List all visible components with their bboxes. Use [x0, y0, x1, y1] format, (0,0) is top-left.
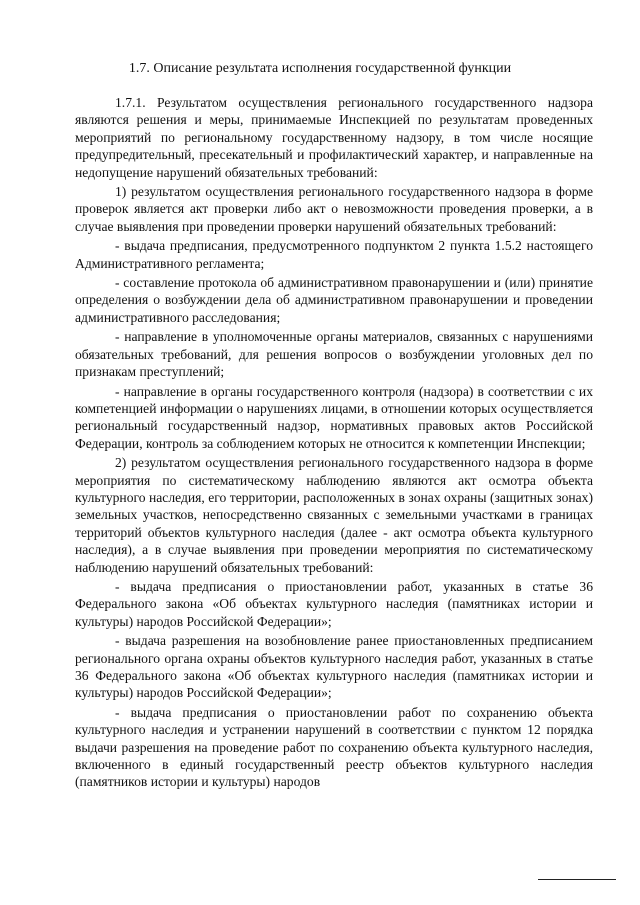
bullet-materials: - направление в уполномоченные органы материалов, связанных с нарушениями обязательных требований, для решения вопросов о возбуждении уголовных дел по признакам преступлений;: [75, 329, 593, 380]
footer-rule: [538, 879, 616, 880]
paragraph-item-2: 2) результатом осуществления регионального государственного надзора в форме мероприятия по систематическому наблюдению являются акт осмотра объекта культурного наследия, его территории, расположенных в зонах охраны (защитных зонах) земельных участков, непосредственно связанных с земельными участками в границах территорий объектов культурного наследия (далее - акт осмотра объекта культурного наследия), а в случае выявления при проведении мероприятия по систематическому наблюдению нарушений обязательных требований:: [75, 455, 593, 575]
section-heading: 1.7. Описание результата исполнения государственной функции: [128, 61, 512, 76]
paragraph-item-1: 1) результатом осуществления регионального государственного надзора в форме проверок является акт проверки либо акт о невозможности проведения проверки, а в случае выявления при проведении проверки нарушений обязательных требований:: [75, 184, 593, 234]
bullet-protocol: - составление протокола об административном правонарушении и (или) принятие определения о возбуждении дела об административном правонарушении и проведении административного расследования;: [75, 275, 593, 325]
bullet-suspension-preservation: - выдача предписания о приостановлении работ по сохранению объекта культурного наследия и устранении нарушений в соответствии с пунктом 12 порядка выдачи разрешения на проведение работ по сохранению объекта культурного наследия, включенного в единый государственный реестр объектов культурного наследия (памятников истории и культуры) народов: [75, 704, 593, 790]
paragraph-1-7-1: 1.7.1. Результатом осуществления регионального государственного надзора являются решения и меры, принимаемые Инспекцией по результатам проведенных мероприятий по региональному государственному надзору, в том числе носящие предупредительный, пресекательный и профилактический характер, и направленные на недопущение нарушений обязательных требований:: [75, 95, 593, 180]
bullet-suspension: - выдача предписания о приостановлении работ, указанных в статье 36 Федерального закона «Об объектах культурного наследия (памятниках истории и культуры) народов Российской Федерации»;: [75, 578, 593, 629]
bullet-prescription: - выдача предписания, предусмотренного подпунктом 2 пункта 1.5.2 настоящего Административного регламента;: [75, 238, 593, 271]
document-body: [75, 94, 593, 793]
bullet-resumption: - выдача разрешения на возобновление ранее приостановленных предписанием регионального органа охраны объектов культурного наследия работ, указанных в статье 36 Федерального закона «Об объектах культурного наследия (памятниках истории и культуры) народов Российской Федерации»;: [75, 633, 593, 701]
bullet-control-bodies: - направление в органы государственного контроля (надзора) в соответствии с их компетенцией информации о нарушениях лицами, в отношении которых осуществляется региональный государственный надзор, нормативных правовых актов Российской Федерации, контроль за соблюдением которых не относится к компетенции Инспекции;: [75, 383, 593, 451]
